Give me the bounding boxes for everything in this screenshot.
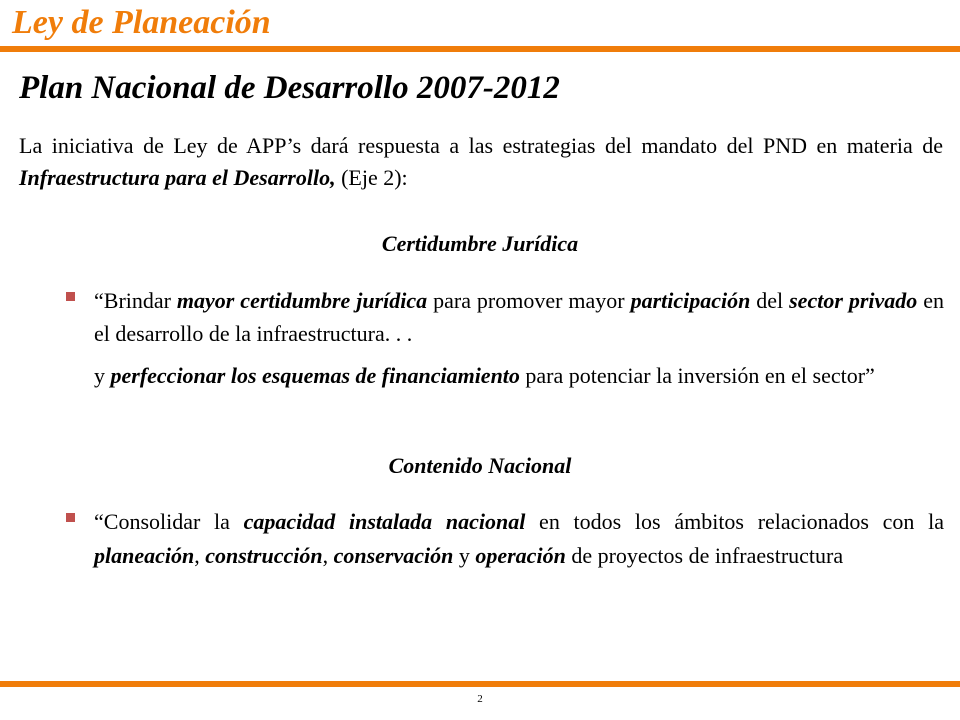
text-run: “Brindar: [94, 288, 177, 313]
text-run: ,: [322, 543, 334, 568]
emphasis-run: capacidad instalada nacional: [243, 509, 526, 534]
text-run: en todos los ámbitos relacionados con la: [525, 509, 944, 534]
emphasis-run: mayor certidumbre jurídica: [176, 288, 428, 313]
text-run: y: [453, 543, 476, 568]
text-run: “Consolidar la: [94, 509, 244, 534]
text-run: y: [94, 363, 111, 388]
text-run: del: [750, 288, 790, 313]
intro-text-end: (Eje 2):: [335, 165, 408, 190]
text-run: ,: [194, 543, 206, 568]
emphasis-run: operación: [475, 543, 566, 568]
top-divider: [0, 46, 960, 52]
bottom-divider: [0, 681, 960, 687]
subtitle: Plan Nacional de Desarrollo 2007-2012: [19, 70, 560, 106]
intro-paragraph: [19, 130, 943, 194]
emphasis-run: construcción: [205, 543, 323, 568]
text-run: para promover mayor: [427, 288, 631, 313]
square-bullet-icon: [66, 513, 75, 522]
emphasis-run: conservación: [333, 543, 454, 568]
emphasis-run: sector privado: [789, 288, 918, 313]
intro-emphasis: Infraestructura para el Desarrollo,: [19, 165, 336, 190]
emphasis-run: perfeccionar los esquemas de financiamiento: [110, 363, 520, 388]
text-run: de proyectos de infraestructura: [565, 543, 844, 568]
bullet-continuation: [94, 359, 944, 392]
intro-text: La iniciativa de Ley de APP’s dará respuesta a las estrategias del mandato del PND en materia de: [19, 133, 943, 158]
slide-title: Ley de Planeación: [12, 4, 271, 41]
bullet-text: [94, 284, 944, 392]
square-bullet-icon: [66, 292, 75, 301]
emphasis-run: planeación: [94, 543, 195, 568]
emphasis-run: participación: [630, 288, 751, 313]
bullet-text: [94, 505, 944, 573]
text-run: para potenciar la inversión en el sector”: [519, 363, 875, 388]
bullet-contenido: [66, 505, 944, 573]
text-run: en el desarrollo de la infraestructura. . .: [94, 288, 944, 346]
section-heading-contenido: Contenido Nacional: [388, 453, 572, 478]
section-heading-certidumbre: Certidumbre Jurídica: [381, 231, 579, 256]
page-number: 2: [477, 693, 483, 705]
bullet-certidumbre: [66, 284, 944, 392]
